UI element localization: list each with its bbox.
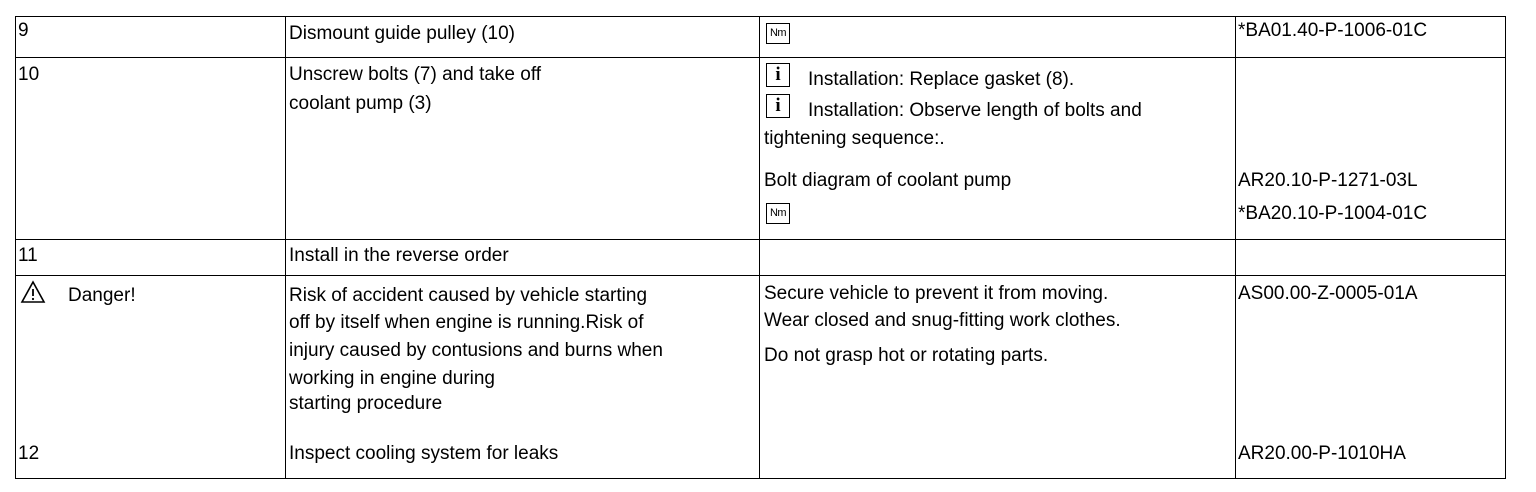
document-reference[interactable]: AR20.00-P-1010HA	[1238, 443, 1406, 464]
risk-text: starting procedure	[289, 393, 443, 414]
safety-measure: Secure vehicle to prevent it from moving.	[764, 283, 1109, 304]
torque-nm-icon[interactable]: Nm	[766, 23, 790, 44]
document-reference[interactable]: AS00.00-Z-0005-01A	[1238, 283, 1418, 304]
info-icon[interactable]: i	[766, 94, 790, 118]
installation-note: Installation: Replace gasket (8).	[808, 69, 1075, 90]
step-action: coolant pump (3)	[289, 93, 432, 114]
risk-text: working in engine during	[289, 368, 495, 389]
torque-nm-icon[interactable]: Nm	[766, 203, 790, 224]
document-reference[interactable]: *BA01.40-P-1006-01C	[1238, 20, 1428, 41]
info-icon[interactable]: i	[766, 63, 790, 87]
safety-measure: Wear closed and snug-fitting work clothes.	[764, 310, 1121, 331]
row-divider	[16, 275, 1505, 276]
risk-text: off by itself when engine is running.Risk of	[289, 312, 644, 333]
row-divider	[16, 57, 1505, 58]
step-number: 10	[18, 64, 40, 85]
risk-text: Risk of accident caused by vehicle starting	[289, 285, 648, 306]
risk-text: injury caused by contusions and burns when	[289, 340, 663, 361]
column-divider	[1235, 17, 1236, 478]
procedure-table	[15, 16, 1506, 479]
row-divider	[16, 239, 1505, 240]
step-action: Dismount guide pulley (10)	[289, 23, 516, 44]
column-divider	[285, 17, 286, 478]
step-action: Unscrew bolts (7) and take off	[289, 64, 542, 85]
column-divider	[759, 17, 760, 478]
safety-measure: Do not grasp hot or rotating parts.	[764, 345, 1049, 366]
step-action: Inspect cooling system for leaks	[289, 443, 559, 464]
installation-note-continued: tightening sequence:.	[764, 128, 945, 149]
step-number: 9	[18, 20, 29, 41]
document-reference[interactable]: *BA20.10-P-1004-01C	[1238, 203, 1428, 224]
warning-triangle-icon	[20, 280, 46, 304]
danger-label: Danger!	[68, 285, 136, 306]
step-number: 11	[18, 245, 38, 266]
bolt-diagram-label: Bolt diagram of coolant pump	[764, 170, 1012, 191]
document-reference[interactable]: AR20.10-P-1271-03L	[1238, 170, 1418, 191]
step-number: 12	[18, 443, 40, 464]
step-action: Install in the reverse order	[289, 245, 509, 266]
installation-note: Installation: Observe length of bolts and	[808, 100, 1142, 121]
